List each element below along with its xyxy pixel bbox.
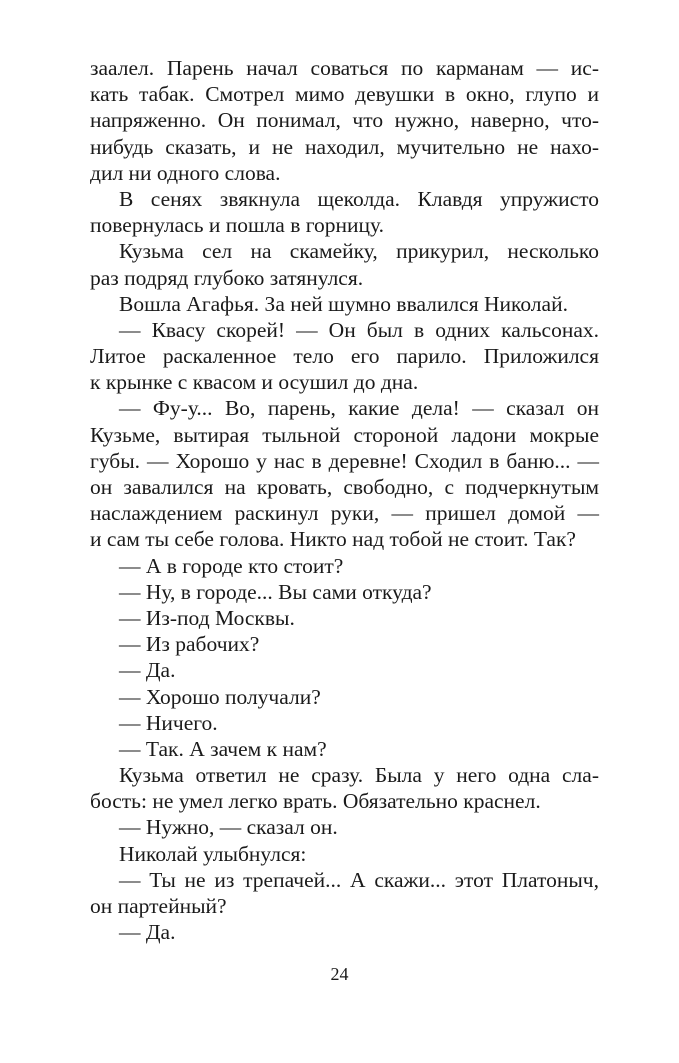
text-line: дил ни одного слова. xyxy=(90,160,281,185)
text-line: — Да. xyxy=(119,658,176,683)
text-line: он партейный? xyxy=(90,894,227,918)
page-number: 24 xyxy=(330,964,349,984)
text-line: Кузьма сел на скамейку, прикурил, несколько xyxy=(119,239,599,264)
text-line: к крынке с квасом и осушил до дна. xyxy=(90,370,419,395)
text-line: — Ну, в городе... Вы сами откуда? xyxy=(119,579,432,604)
text-line: заалел. Парень начал соваться по карманам — ис- xyxy=(90,56,599,80)
text-line: наслаждением раскинул руки, — пришел домой — xyxy=(90,501,599,526)
text-line: — Ничего. xyxy=(119,710,218,735)
text-line: — Да. xyxy=(119,920,176,945)
text-line: В сенях звякнула щеколда. Клавдя упружисто xyxy=(119,186,599,211)
text-line: напряженно. Он понимал, что нужно, наверно, что- xyxy=(90,108,599,133)
text-line: бость: не умел легко врать. Обязательно краснел. xyxy=(90,789,541,814)
text-line: — Так. А зачем к нам? xyxy=(119,736,327,761)
text-line: и сам ты себе голова. Никто над тобой не стоит. Так? xyxy=(90,527,576,552)
text-line: Вошла Агафья. За ней шумно ввалился Николай. xyxy=(119,291,568,316)
text-line: повернулась и пошла в горницу. xyxy=(90,213,385,238)
text-line: раз подряд глубоко затянулся. xyxy=(90,265,364,290)
text-line: губы. — Хорошо у нас в деревне! Сходил в баню... — xyxy=(90,448,599,473)
text-line: — Из рабочих? xyxy=(119,632,260,657)
text-line: — Фу-у... Во, парень, какие дела! — сказал он xyxy=(119,396,599,421)
text-line: — Нужно, — сказал он. xyxy=(119,815,338,840)
text-line: нибудь сказать, и не находил, мучительно не нахо- xyxy=(90,134,599,159)
text-line: кать табак. Смотрел мимо девушки в окно, глупо и xyxy=(90,82,599,107)
text-line: Кузьме, вытирая тыльной стороной ладони мокрые xyxy=(90,422,599,447)
text-line: — Из-под Москвы. xyxy=(119,605,295,630)
text-line: Литое раскаленное тело его парило. Приложился xyxy=(90,344,599,369)
text-line: он завалился на кровать, свободно, с подчеркнутым xyxy=(90,475,599,499)
text-line: — Хорошо получали? xyxy=(119,684,321,709)
text-line: — А в городе кто стоит? xyxy=(119,553,344,578)
page-text xyxy=(90,55,599,945)
text-line: Кузьма ответил не сразу. Была у него одна сла- xyxy=(119,763,599,788)
text-line: — Квасу скорей! — Он был в одних кальсонах. xyxy=(119,317,599,342)
text-line: — Ты не из трепачей... А скажи... этот Платоныч, xyxy=(119,867,599,892)
text-line: Николай улыбнулся: xyxy=(119,841,307,866)
